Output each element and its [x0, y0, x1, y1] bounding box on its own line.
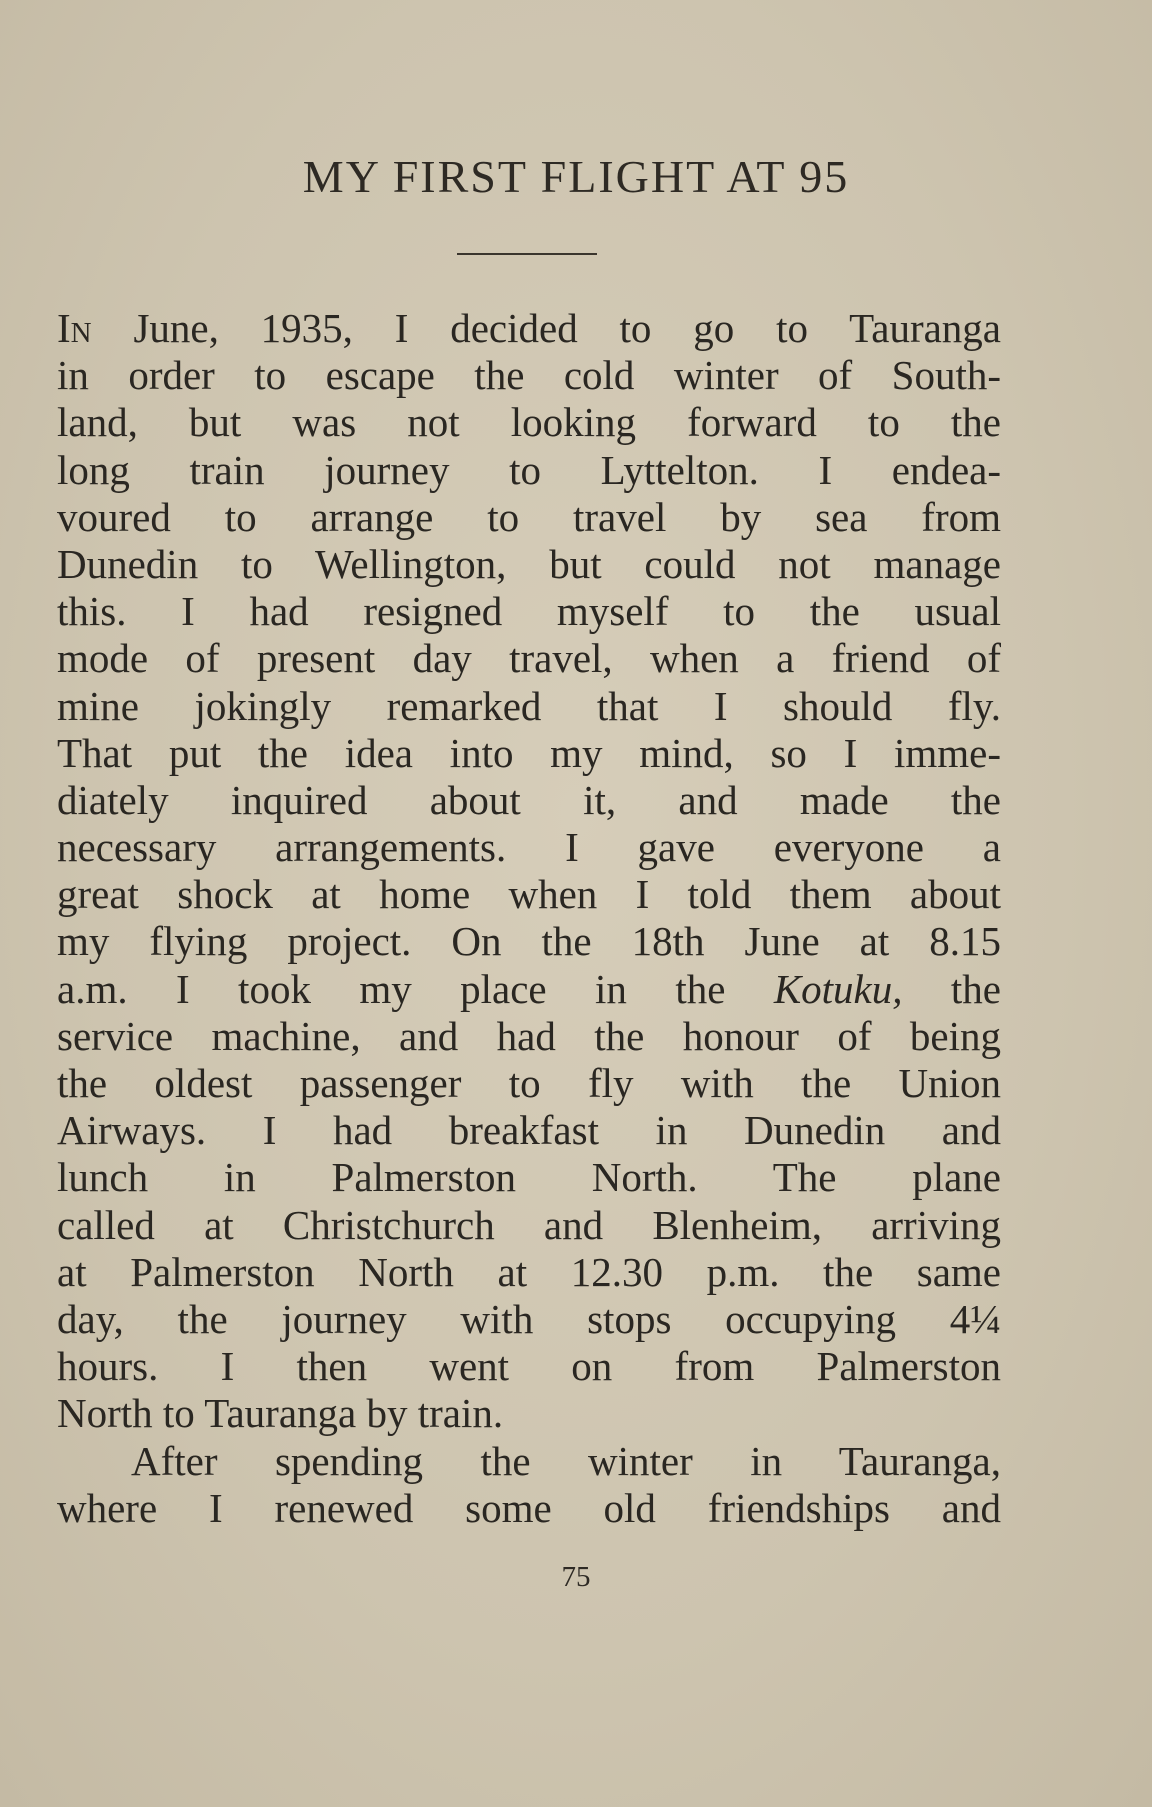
text-line: great shock at home when I told them about [57, 871, 1001, 918]
text-line: mode of present day travel, when a friend of [57, 635, 1001, 682]
body-text [57, 305, 1001, 1532]
text-line: the oldest passenger to fly with the Union [57, 1060, 1001, 1106]
text-line: Airways. I had breakfast in Dunedin and [57, 1107, 1001, 1154]
text-line: in order to escape the cold winter of South- [57, 352, 1001, 399]
text-line: my flying project. On the 18th June at 8.15 [57, 918, 1001, 965]
text-line-with-italic [57, 966, 1001, 1013]
text-line: hours. I then went on from Palmerston [57, 1343, 1001, 1390]
text-line: service machine, and had the honour of being [57, 1012, 1001, 1059]
text-line: day, the journey with stops occupying 4¼ [57, 1295, 1001, 1342]
text-line: this. I had resigned myself to the usual [57, 588, 1001, 635]
text-line: In June, 1935, I decided to go to Tauranga [57, 305, 1001, 351]
text-line: mine jokingly remarked that I should fly. [57, 682, 1001, 729]
text-line: where I renewed some old friendships and [57, 1484, 1001, 1531]
text-line: necessary arrangements. I gave everyone a [57, 824, 1001, 871]
header-rule [457, 253, 597, 255]
ship-name-italic: Kotuku, [773, 965, 903, 1012]
page-number: 75 [561, 1561, 591, 1593]
text-line: North to Tauranga by train. [57, 1390, 504, 1437]
text-line: voured to arrange to travel by sea from [57, 493, 1001, 540]
text-line: diately inquired about it, and made the [57, 776, 1001, 823]
text-line: called at Christchurch and Blenheim, arriving [57, 1201, 1001, 1248]
text-line: long train journey to Lyttelton. I endea- [57, 446, 1001, 493]
text-line: land, but was not looking forward to the [57, 399, 1001, 446]
text-line: That put the idea into my mind, so I imme- [57, 729, 1001, 776]
text-segment: the [950, 965, 1001, 1012]
text-line: Dunedin to Wellington, but could not manage [57, 540, 1001, 587]
text-line: lunch in Palmerston North. The plane [57, 1154, 1001, 1201]
text-segment: a.m. I took my place in the [57, 965, 726, 1012]
text-line: After spending the winter in Tauranga, [131, 1437, 1001, 1484]
text-line: at Palmerston North at 12.30 p.m. the same [57, 1248, 1001, 1295]
running-head: MY FIRST FLIGHT AT 95 [302, 151, 850, 202]
